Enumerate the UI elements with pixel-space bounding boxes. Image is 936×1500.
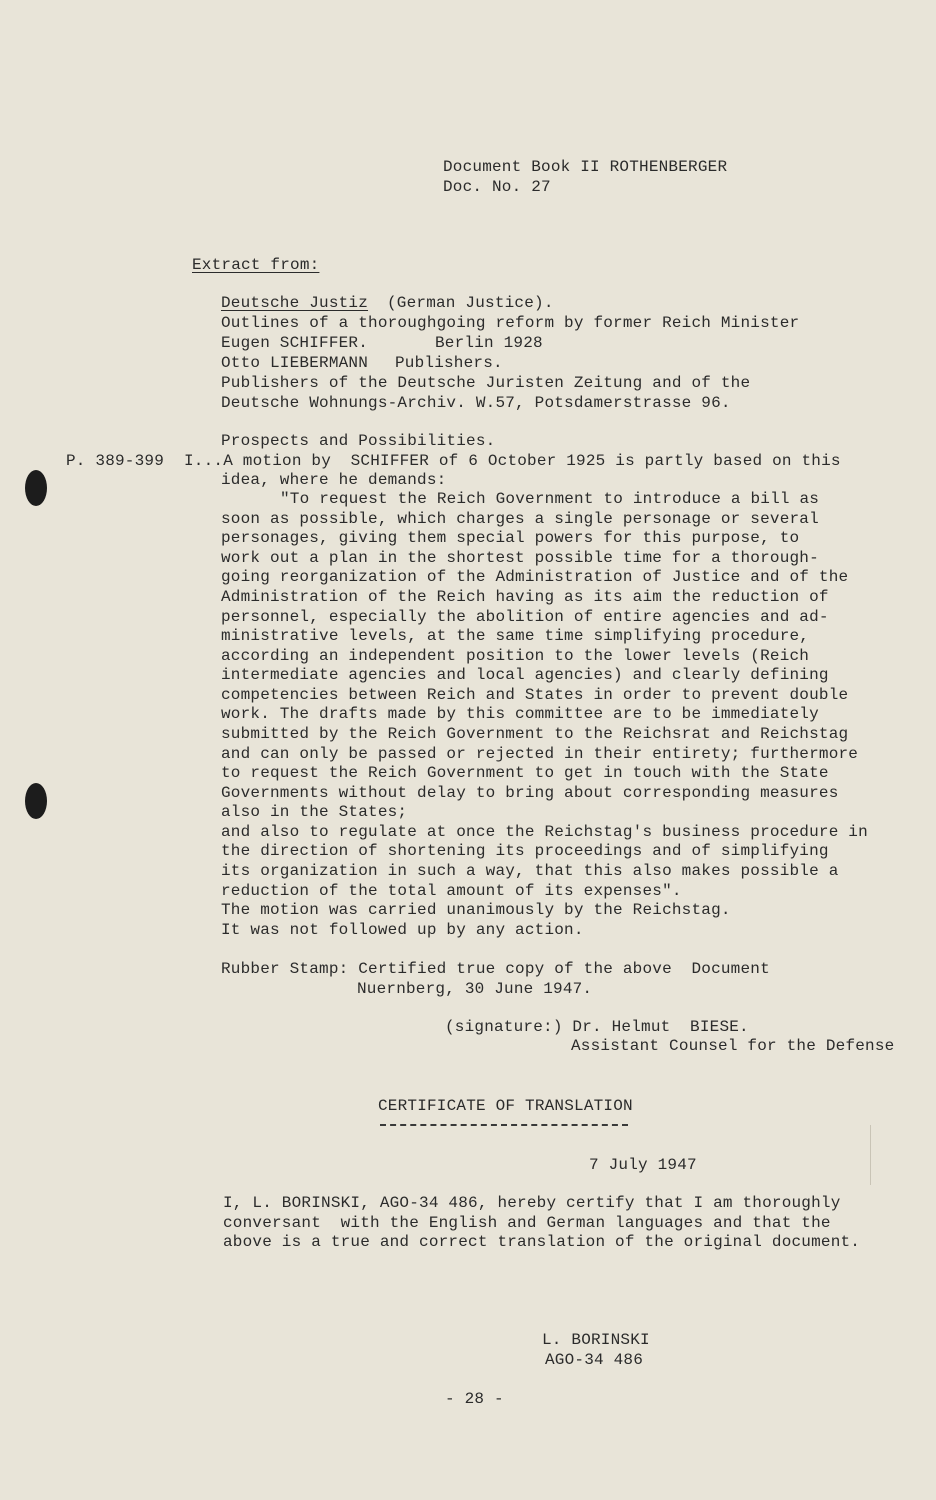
body-line: to request the Reich Government to get in touch with the State: [221, 764, 829, 782]
body-line: and also to regulate at once the Reichstag's business procedure in: [221, 823, 868, 841]
certificate-title: CERTIFICATE OF TRANSLATION: [378, 1097, 633, 1115]
body-line: according an independent position to the lower levels (Reich: [221, 647, 810, 665]
body-line: idea, where he demands:: [221, 471, 447, 489]
stamp-line: Rubber Stamp: Certified true copy of the above Document: [221, 960, 770, 978]
body-line: "To request the Reich Government to introduce a bill as: [280, 490, 820, 508]
body-line: competencies between Reich and States in order to prevent double: [221, 686, 849, 704]
doc-number-line: Doc. No. 27: [443, 178, 551, 196]
body-line: work. The drafts made by this committee are to be immediately: [221, 705, 819, 723]
body-line: its organization in such a way, that this also makes possible a: [221, 862, 839, 880]
source-place-year: Berlin 1928: [435, 334, 543, 352]
body-line: It was not followed up by any action.: [221, 921, 584, 939]
body-line: Governments without delay to bring about corresponding measures: [221, 784, 839, 802]
body-line: personnel, especially the abolition of entire agencies and ad-: [221, 608, 829, 626]
page-number: - 28 -: [445, 1390, 504, 1408]
punch-hole: [25, 470, 47, 506]
section-heading: Prospects and Possibilities.: [221, 432, 496, 450]
certificate-line: conversant with the English and German languages and that the: [223, 1214, 831, 1232]
signature-line: (signature:) Dr. Helmut BIESE.: [445, 1018, 749, 1036]
signature-title: Assistant Counsel for the Defense: [571, 1037, 895, 1055]
body-line: also in the States;: [221, 803, 408, 821]
body-line: ministrative levels, at the same time simplifying procedure,: [221, 627, 810, 645]
body-line: personages, giving them special powers for this purpose, to: [221, 529, 800, 547]
source-author: Eugen SCHIFFER.: [221, 334, 369, 352]
certificate-line: above is a true and correct translation of the original document.: [223, 1233, 861, 1251]
page-reference: P. 389-399: [66, 452, 165, 470]
body-line: The motion was carried unanimously by the Reichstag.: [221, 901, 731, 919]
certificate-date: 7 July 1947: [589, 1156, 697, 1174]
margin-mark: [870, 1125, 871, 1185]
body-line: reduction of the total amount of its expenses".: [221, 882, 682, 900]
source-line: Publishers of the Deutsche Juristen Zeitung and of the: [221, 374, 751, 392]
signer-name: L. BORINSKI: [542, 1331, 650, 1349]
punch-hole: [25, 783, 47, 819]
signer-id: AGO-34 486: [545, 1351, 644, 1369]
body-line: going reorganization of the Administration of Justice and of the: [221, 568, 849, 586]
body-line: intermediate agencies and local agencies) and clearly defining: [221, 666, 829, 684]
body-line: work out a plan in the shortest possible time for a thorough-: [221, 549, 819, 567]
body-line: soon as possible, which charges a single personage or several: [221, 510, 819, 528]
source-line: Deutsche Wohnungs-Archiv. W.57, Potsdamerstrasse 96.: [221, 394, 731, 412]
body-line: I...A motion by SCHIFFER of 6 October 1925 is partly based on this: [184, 452, 841, 470]
body-line: the direction of shortening its proceedings and of simplifying: [221, 842, 829, 860]
body-line: submitted by the Reich Government to the Reichsrat and Reichstag: [221, 725, 849, 743]
certificate-line: I, L. BORINSKI, AGO-34 486, hereby certify that I am thoroughly: [223, 1194, 841, 1212]
doc-book-line: Document Book II ROTHENBERGER: [443, 158, 728, 176]
source-line: Outlines of a thoroughgoing reform by former Reich Minister: [221, 314, 800, 332]
source-publisher-name: Otto LIEBERMANN: [221, 354, 369, 372]
source-title-de: Deutsche Justiz: [221, 294, 369, 312]
certificate-underline: [380, 1124, 628, 1126]
source-publisher-label: Publishers.: [395, 354, 503, 372]
extract-heading: Extract from:: [192, 256, 320, 274]
stamp-place-date: Nuernberg, 30 June 1947.: [357, 980, 593, 998]
body-line: and can only be passed or rejected in their entirety; furthermore: [221, 745, 859, 763]
source-title-en: (German Justice).: [387, 294, 554, 312]
body-line: Administration of the Reich having as its aim the reduction of: [221, 588, 829, 606]
